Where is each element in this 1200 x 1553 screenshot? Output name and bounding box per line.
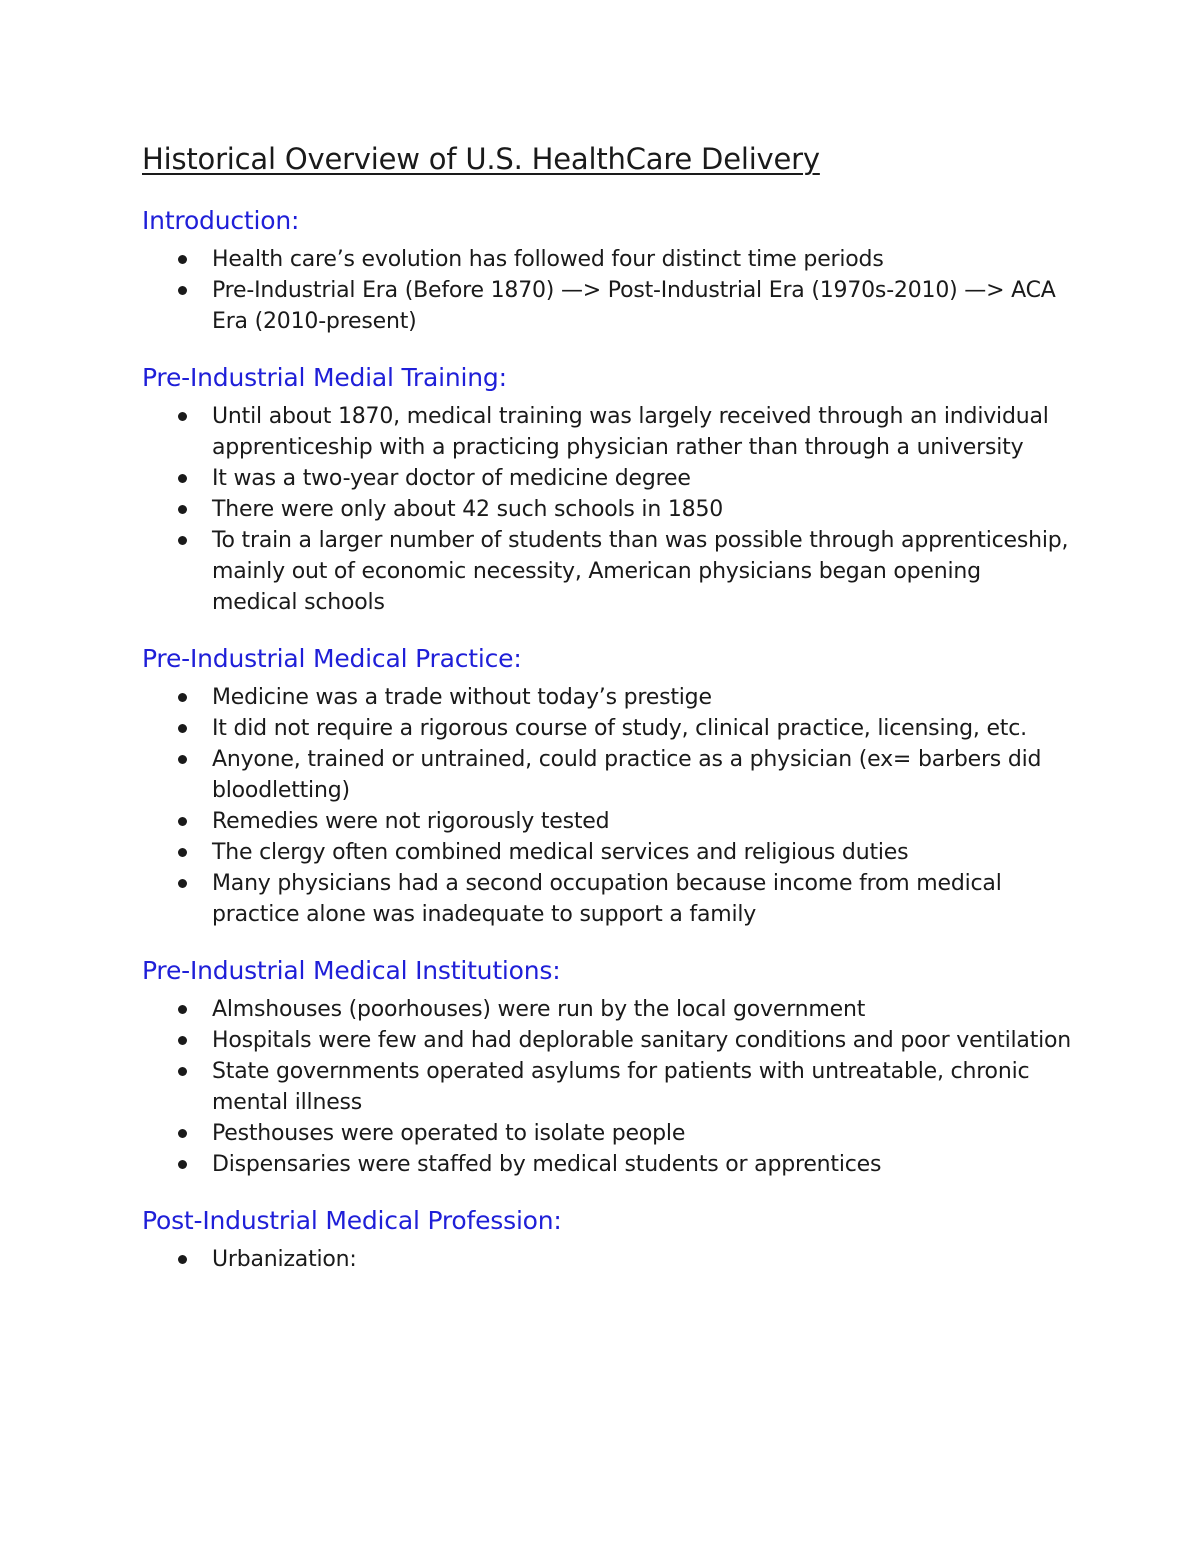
bullet-icon bbox=[178, 255, 187, 264]
list-item-text: Until about 1870, medical training was largely received through an individual apprenticeship with a practicing physician rather than through a university bbox=[212, 404, 1049, 460]
section-pre-industrial-institutions bbox=[142, 954, 1072, 1180]
list-item-text: It was a two-year doctor of medicine degree bbox=[212, 466, 691, 491]
list-item-text: To train a larger number of students than was possible through apprenticeship, mainly out of economic necessity, American physicians began opening medical schools bbox=[212, 528, 1069, 615]
section-heading: Pre-Industrial Medial Training: bbox=[142, 363, 507, 392]
bullet-icon bbox=[178, 1129, 187, 1138]
bullet-icon bbox=[178, 1005, 187, 1014]
list-item bbox=[142, 1149, 1072, 1180]
bullet-list bbox=[142, 682, 1072, 930]
bullet-list bbox=[142, 1244, 1072, 1275]
bullet-icon bbox=[178, 693, 187, 702]
section-heading: Pre-Industrial Medical Institutions: bbox=[142, 956, 561, 985]
section-heading: Pre-Industrial Medical Practice: bbox=[142, 644, 522, 673]
section-post-industrial-profession bbox=[142, 1204, 1072, 1275]
section-heading: Introduction: bbox=[142, 206, 300, 235]
bullet-icon bbox=[178, 817, 187, 826]
list-item bbox=[142, 244, 1072, 275]
bullet-list bbox=[142, 244, 1072, 337]
bullet-list bbox=[142, 401, 1072, 618]
bullet-list bbox=[142, 994, 1072, 1180]
list-item bbox=[142, 994, 1072, 1025]
list-item bbox=[142, 806, 1072, 837]
bullet-icon bbox=[178, 412, 187, 421]
bullet-icon bbox=[178, 879, 187, 888]
bullet-icon bbox=[178, 286, 187, 295]
list-item-text: The clergy often combined medical services and religious duties bbox=[212, 840, 909, 865]
section-pre-industrial-training bbox=[142, 361, 1072, 618]
bullet-icon bbox=[178, 1160, 187, 1169]
section-heading: Post-Industrial Medical Profession: bbox=[142, 1206, 562, 1235]
list-item bbox=[142, 744, 1072, 806]
list-item bbox=[142, 401, 1072, 463]
list-item bbox=[142, 1118, 1072, 1149]
bullet-icon bbox=[178, 848, 187, 857]
list-item bbox=[142, 713, 1072, 744]
list-item-text: Almshouses (poorhouses) were run by the local government bbox=[212, 997, 866, 1022]
bullet-icon bbox=[178, 1067, 187, 1076]
list-item-text: Many physicians had a second occupation because income from medical practice alone was inadequate to support a family bbox=[212, 871, 1002, 927]
bullet-icon bbox=[178, 1036, 187, 1045]
list-item-text: Remedies were not rigorously tested bbox=[212, 809, 610, 834]
section-pre-industrial-practice bbox=[142, 642, 1072, 930]
list-item bbox=[142, 837, 1072, 868]
list-item-text: State governments operated asylums for patients with untreatable, chronic mental illness bbox=[212, 1059, 1030, 1115]
bullet-icon bbox=[178, 1255, 187, 1264]
list-item bbox=[142, 1056, 1072, 1118]
list-item bbox=[142, 463, 1072, 494]
list-item-text: Medicine was a trade without today’s prestige bbox=[212, 685, 712, 710]
bullet-icon bbox=[178, 724, 187, 733]
bullet-icon bbox=[178, 474, 187, 483]
list-item-text: There were only about 42 such schools in 1850 bbox=[212, 497, 724, 522]
list-item-text: Health care’s evolution has followed four distinct time periods bbox=[212, 247, 884, 272]
document-page bbox=[142, 140, 1072, 1299]
list-item bbox=[142, 275, 1072, 337]
list-item-text: It did not require a rigorous course of study, clinical practice, licensing, etc. bbox=[212, 716, 1027, 741]
list-item-text: Hospitals were few and had deplorable sanitary conditions and poor ventilation bbox=[212, 1028, 1072, 1053]
list-item-text: Urbanization: bbox=[212, 1247, 357, 1272]
list-item bbox=[142, 525, 1072, 618]
list-item-text: Anyone, trained or untrained, could practice as a physician (ex= barbers did bloodletting) bbox=[212, 747, 1042, 803]
list-item bbox=[142, 494, 1072, 525]
list-item bbox=[142, 868, 1072, 930]
section-introduction bbox=[142, 204, 1072, 337]
bullet-icon bbox=[178, 755, 187, 764]
list-item bbox=[142, 1244, 1072, 1275]
document-title: Historical Overview of U.S. HealthCare Delivery bbox=[142, 142, 820, 176]
list-item-text: Pre-Industrial Era (Before 1870) —> Post-Industrial Era (1970s-2010) —> ACA Era (2010-present) bbox=[212, 278, 1056, 334]
list-item-text: Dispensaries were staffed by medical students or apprentices bbox=[212, 1152, 882, 1177]
list-item-text: Pesthouses were operated to isolate people bbox=[212, 1121, 686, 1146]
list-item bbox=[142, 1025, 1072, 1056]
bullet-icon bbox=[178, 536, 187, 545]
list-item bbox=[142, 682, 1072, 713]
bullet-icon bbox=[178, 505, 187, 514]
